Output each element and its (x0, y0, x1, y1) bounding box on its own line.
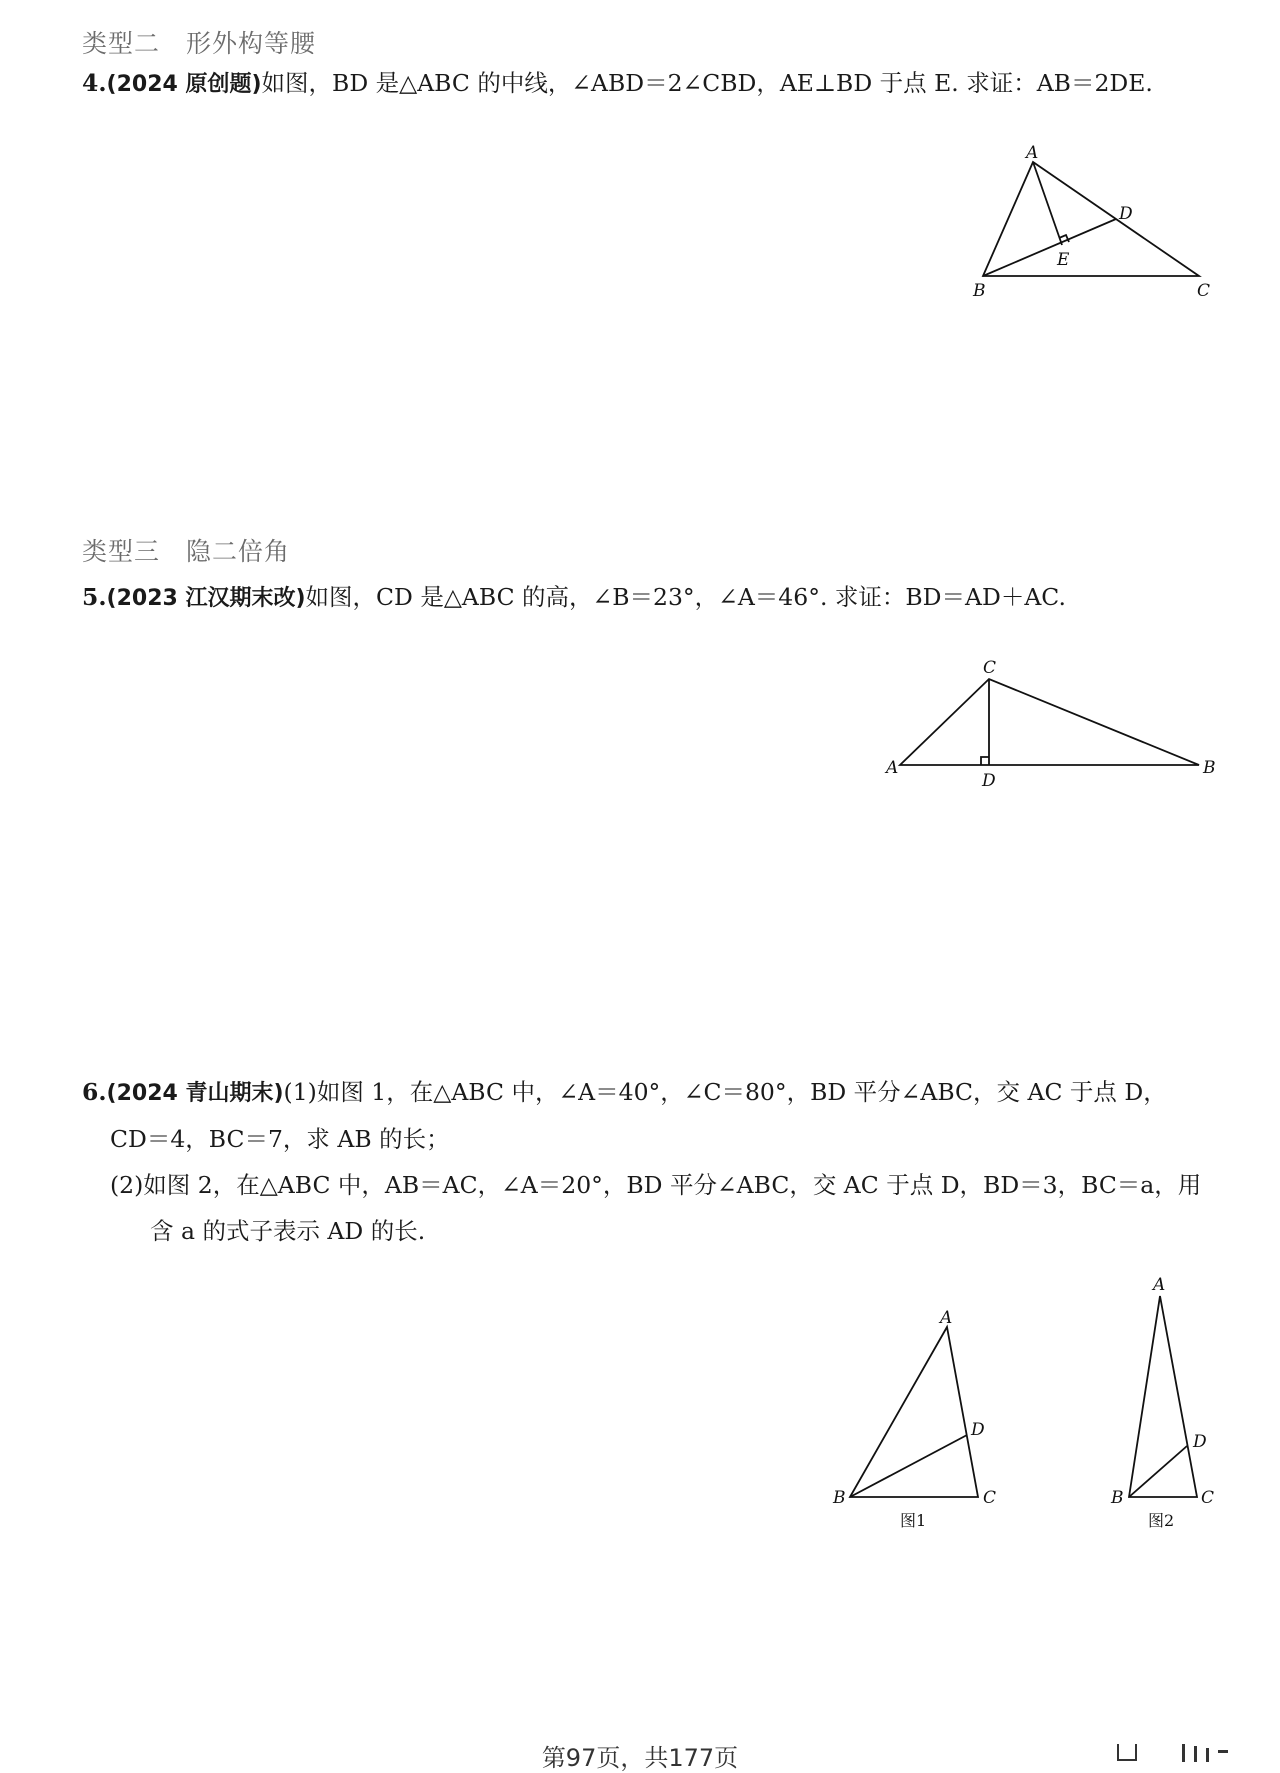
page-indicator: 第97页，共177页 (541, 1744, 739, 1772)
fig6-2-caption: 图2 (1148, 1511, 1175, 1530)
fig6-2-label-C: C (1201, 1488, 1215, 1508)
fig4-label-A: A (1026, 143, 1039, 163)
problem-text: 如图，CD 是△ABC 的高，∠B＝23°，∠A＝46°. 求证：BD＝AD＋AC. (305, 583, 1066, 611)
fig5-label-B: B (1203, 758, 1216, 778)
fig6-1-label-A: A (940, 1308, 953, 1328)
problem-6-line2: CD＝4，BC＝7，求 AB 的长； (110, 1125, 450, 1153)
section-title-type2: 类型二 形外构等腰 (82, 29, 317, 58)
problem-number: 4. (82, 69, 107, 97)
page-fit-icon[interactable] (1118, 1744, 1136, 1760)
problem-source: (2023 江汉期末改) (106, 586, 306, 611)
problem-6-line3: (2)如图 2，在△ABC 中，AB＝AC，∠A＝20°，BD 平分∠ABC，交 AC 于点 D，BD＝3，BC＝a，用 (110, 1171, 1202, 1199)
fig6-1-label-C: C (983, 1488, 997, 1508)
problem-source: (2024 原创题) (106, 72, 262, 97)
fig6-1-label-B: B (833, 1488, 846, 1508)
fig6-1-label-D: D (971, 1420, 985, 1440)
fig6-2-label-A: A (1153, 1275, 1166, 1295)
problem-text: (1)如图 1，在△ABC 中，∠A＝40°，∠C＝80°，BD 平分∠ABC，交 AC 于点 D， (283, 1078, 1167, 1106)
problem-number: 6. (82, 1078, 107, 1106)
problem-text: 如图，BD 是△ABC 的中线，∠ABD＝2∠CBD，AE⊥BD 于点 E. 求证：AB＝2DE. (261, 69, 1153, 97)
viewer-controls (1110, 1740, 1250, 1766)
fig5-label-A: A (886, 758, 899, 778)
section-title-type3: 类型三 隐二倍角 (82, 537, 291, 566)
fig4-label-B: B (973, 281, 986, 301)
fig4-label-C: C (1197, 281, 1211, 301)
problem-source: (2024 青山期末) (106, 1081, 284, 1106)
problem-number: 5. (82, 583, 107, 611)
zoom-bars-icon[interactable] (1182, 1744, 1228, 1762)
fig4-label-E: E (1057, 250, 1070, 270)
fig5-label-D: D (982, 771, 996, 791)
fig6-2-label-D: D (1193, 1432, 1207, 1452)
fig6-2-label-B: B (1111, 1488, 1124, 1508)
fig4-label-D: D (1119, 204, 1133, 224)
problem-6-line4: 含 a 的式子表示 AD 的长. (150, 1217, 426, 1245)
fig5-label-C: C (983, 658, 997, 678)
fig6-1-caption: 图1 (900, 1511, 927, 1530)
